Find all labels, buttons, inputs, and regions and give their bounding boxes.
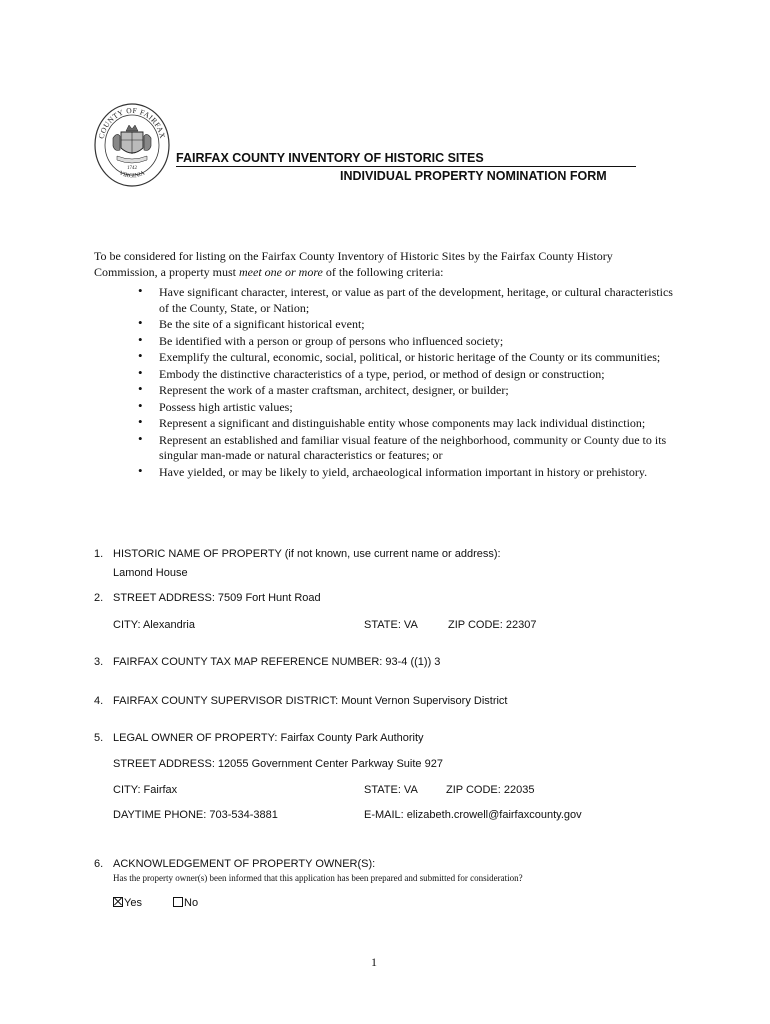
bullet-icon: • — [138, 381, 143, 396]
bullet-icon: • — [138, 364, 143, 380]
no-option[interactable] — [173, 897, 198, 909]
state-field[interactable]: STATE: VA — [364, 619, 418, 631]
criteria-item: • Represent the work of a master craftsman, architect, designer, or builder; — [138, 381, 509, 397]
criteria-item: • Have significant character, interest, or value as part of the development, heritage, or cultural characteristics of the County, State, or Nation; — [138, 283, 673, 315]
intro-text-before: To be considered for listing on the Fairfax County Inventory of Historic Sites by the Fairfax County History Commission, a property must — [94, 249, 613, 279]
criteria-item: • Represent an established and familiar visual feature of the neighborhood, community or County due to its singular man-made or natural characteristics or features; or — [138, 430, 667, 462]
q3-number: 3. — [94, 656, 104, 668]
street-address-field[interactable]: STREET ADDRESS: 7509 Fort Hunt Road — [113, 592, 321, 604]
daytime-phone-field[interactable]: DAYTIME PHONE: 703-534-3881 — [113, 809, 278, 821]
svg-text:VIRGINIA — [118, 170, 147, 179]
criteria-item: • Be identified with a person or group of persons who influenced society; — [138, 331, 504, 348]
acknowledgement-question: Has the property owner(s) been informed that this application has been prepared and submitted for consideration? — [113, 873, 523, 883]
seal-bottom-text: VIRGINIA — [118, 170, 146, 180]
q1-number: 1. — [94, 548, 104, 560]
city-field[interactable]: CITY: Alexandria — [113, 619, 195, 631]
q5-number: 5. — [94, 732, 104, 744]
historic-name-value[interactable]: Lamond House — [113, 567, 188, 579]
owner-state-field[interactable]: STATE: VA — [364, 784, 418, 796]
criteria-item: • Be the site of a significant historical event; — [138, 315, 365, 331]
q2-number: 2. — [94, 592, 104, 604]
bullet-icon: • — [138, 315, 143, 330]
supervisor-district-field[interactable]: FAIRFAX COUNTY SUPERVISOR DISTRICT: Mount Vernon Supervisory District — [113, 695, 508, 707]
intro-text-after: of the following criteria: — [322, 264, 444, 279]
criteria-item: • Represent a significant and distinguishable entity whose components may lack individual distinction; — [138, 414, 646, 430]
seal-ring-text: COUNTY OF FAIRFAX — [96, 105, 168, 140]
criteria-list — [138, 285, 678, 481]
bullet-icon: • — [138, 430, 143, 446]
q1-label: HISTORIC NAME OF PROPERTY (if not known, use current name or address): — [113, 548, 501, 560]
yes-checkbox-checked-icon[interactable] — [113, 897, 123, 907]
bullet-icon: • — [138, 348, 143, 363]
bullet-icon: • — [138, 414, 143, 429]
intro-paragraph — [94, 249, 654, 280]
yes-option[interactable] — [113, 897, 142, 909]
seal-year: 1742 — [127, 166, 137, 171]
bullet-icon: • — [138, 462, 143, 478]
tax-map-field[interactable]: FAIRFAX COUNTY TAX MAP REFERENCE NUMBER: 93-4 ((1)) 3 — [113, 656, 441, 668]
owner-street-address-field[interactable]: STREET ADDRESS: 12055 Government Center Parkway Suite 927 — [113, 758, 443, 770]
form-title: FAIRFAX COUNTY INVENTORY OF HISTORIC SITES — [176, 151, 636, 167]
criteria-item: • Exemplify the cultural, economic, social, political, or historic heritage of the County or its communities; — [138, 348, 661, 364]
email-field[interactable]: E-MAIL: elizabeth.crowell@fairfaxcounty.gov — [364, 809, 582, 821]
no-label: No — [184, 897, 199, 909]
criteria-item: • Embody the distinctive characteristics of a type, period, or method of design or construction; — [138, 364, 605, 381]
criteria-item: • Have yielded, or may be likely to yield, archaeological information important in history or prehistory. — [138, 462, 648, 479]
owner-zip-code-field[interactable]: ZIP CODE: 22035 — [446, 784, 535, 796]
owner-city-field[interactable]: CITY: Fairfax — [113, 784, 178, 796]
intro-emphasis: meet one or more — [239, 264, 323, 279]
bullet-icon: • — [138, 331, 143, 347]
bullet-icon: • — [138, 283, 143, 298]
yes-label: Yes — [124, 897, 142, 909]
bullet-icon: • — [138, 397, 143, 413]
zip-code-field[interactable]: ZIP CODE: 22307 — [448, 619, 537, 631]
legal-owner-field[interactable]: LEGAL OWNER OF PROPERTY: Fairfax County Park Authority — [113, 732, 424, 744]
q4-number: 4. — [94, 695, 104, 707]
criteria-item: • Possess high artistic values; — [138, 397, 293, 414]
q6-number: 6. — [94, 858, 104, 870]
county-seal — [93, 102, 171, 188]
no-checkbox-icon[interactable] — [173, 897, 183, 907]
page-number: 1 — [371, 955, 377, 969]
form-subtitle: INDIVIDUAL PROPERTY NOMINATION FORM — [340, 169, 607, 183]
acknowledgement-label: ACKNOWLEDGEMENT OF PROPERTY OWNER(S): — [113, 858, 376, 870]
